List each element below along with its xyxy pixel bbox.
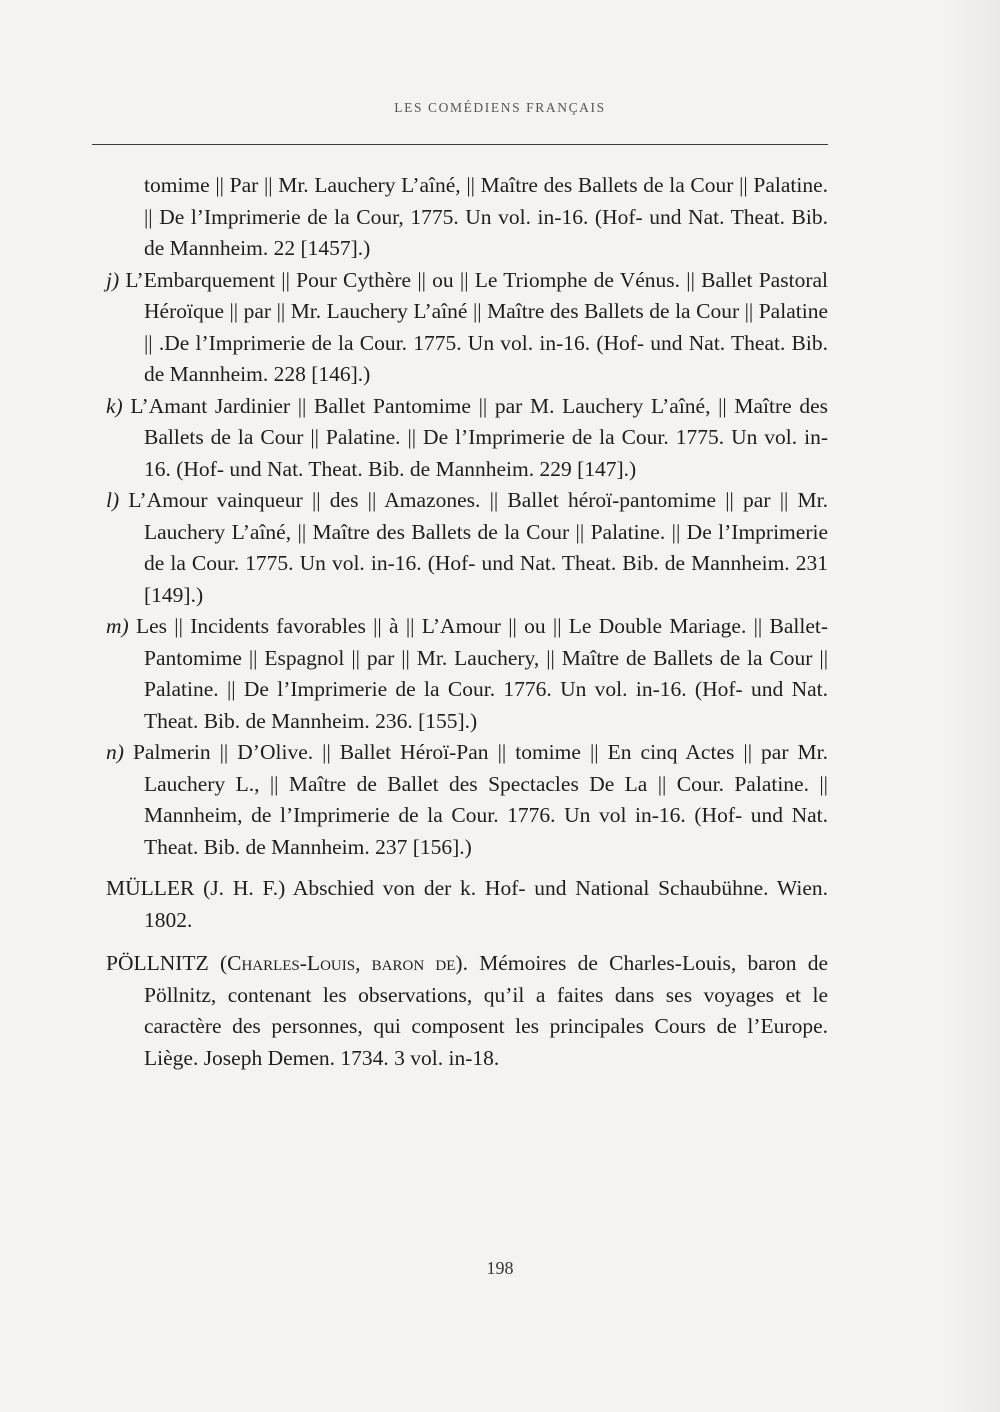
entry-j (106, 265, 828, 391)
author-entry-text: Mémoires de Charles-Louis, baron de Pöllnitz, contenant les observations, qu’il a faites dans ses voyages et le caractère des personnes, qui composent les principales Cours de l’Europe. Liège. Joseph Demen. 1734. 3 vol. in-18. (144, 951, 829, 1070)
entry-text: Les || Incidents favorables || à || L’Amour || ou || Le Double Mariage. || Ballet-Pantomime || Espagnol || par || Mr. Lauchery, || Maître de Ballets de la Cour || Palatine. || De l’Imprimerie de la Cour. 1776. Un vol. in-16. (Hof- und Nat. Theat. Bib. de Mannheim. 236. [155].) (135, 614, 829, 733)
author-entry-muller (106, 873, 828, 936)
author-qualifier: (J. H. F.) (203, 876, 286, 900)
entry-continuation (106, 170, 828, 265)
entry-n (106, 737, 828, 863)
entry-m (106, 611, 828, 737)
page-edge-shadow (940, 0, 1000, 1412)
bibliography-entries (106, 170, 828, 1074)
entry-letter: k) (106, 393, 123, 418)
author-entry-text: Abschied von der k. Hof- und National Schaubühne. Wien. 1802. (144, 876, 828, 932)
entry-letter: n) (106, 740, 124, 764)
entry-text: L’Amant Jardinier || Ballet Pantomime || par M. Lauchery L’aîné, || Maître des Ballets de la Cour || Palatine. || De l’Imprimerie de la Cour. 1775. Un vol. in-16. (Hof- und Nat. Theat. Bib. de Mannheim. 229 [147].) (130, 393, 829, 481)
entry-k (106, 391, 828, 486)
entry-l (106, 485, 828, 611)
author-name: PÖLLNITZ (106, 951, 209, 975)
running-head: LES COMÉDIENS FRANÇAIS (394, 100, 606, 115)
entry-text: tomime || Par || Mr. Lauchery L’aîné, || Maître des Ballets de la Cour || Palatine. || De l’Imprimerie de la Cour, 1775. Un vol. in-16. (Hof- und Nat. Theat. Bib. de Mannheim. 22 [1457].) (144, 173, 828, 260)
author-qualifier: (Charles-Louis, baron de). (219, 951, 468, 975)
entry-text: L’Amour vainqueur || des || Amazones. || Ballet héroï-pantomime || par || Mr. Lauchery L’aîné, || Maître des Ballets de la Cour || Palatine. || De l’Imprimerie de la Cour. 1775. Un vol. in-16. (Hof- und Nat. Theat. Bib. de Mannheim. 231 [149].) (128, 488, 829, 607)
header-rule (92, 144, 828, 145)
author-name: MÜLLER (106, 876, 195, 900)
page-number: 198 (486, 1258, 514, 1278)
entry-letter: l) (106, 488, 120, 512)
entry-letter: m) (106, 614, 129, 638)
entry-text: L’Embarquement || Pour Cythère || ou || Le Triomphe de Vénus. || Ballet Pastoral Héroïque || par || Mr. Lauchery L’aîné || Maître des Ballets de la Cour || Palatine || .De l’Imprimerie de la Cour. 1775. Un vol. in-16. (Hof- und Nat. Theat. Bib. de Mannheim. 228 [146].) (125, 267, 828, 386)
entry-letter: j) (106, 267, 120, 292)
entry-text: Palmerin || D’Olive. || Ballet Héroï-Pan || tomime || En cinq Actes || par Mr. Lauchery L., || Maître de Ballet des Spectacles De La || Cour. Palatine. || Mannheim, de l’Imprimerie de la Cour. 1776. Un vol in-16. (Hof- und Nat. Theat. Bib. de Mannheim. 237 [156].) (132, 740, 828, 859)
author-entry-pollnitz (106, 948, 828, 1074)
